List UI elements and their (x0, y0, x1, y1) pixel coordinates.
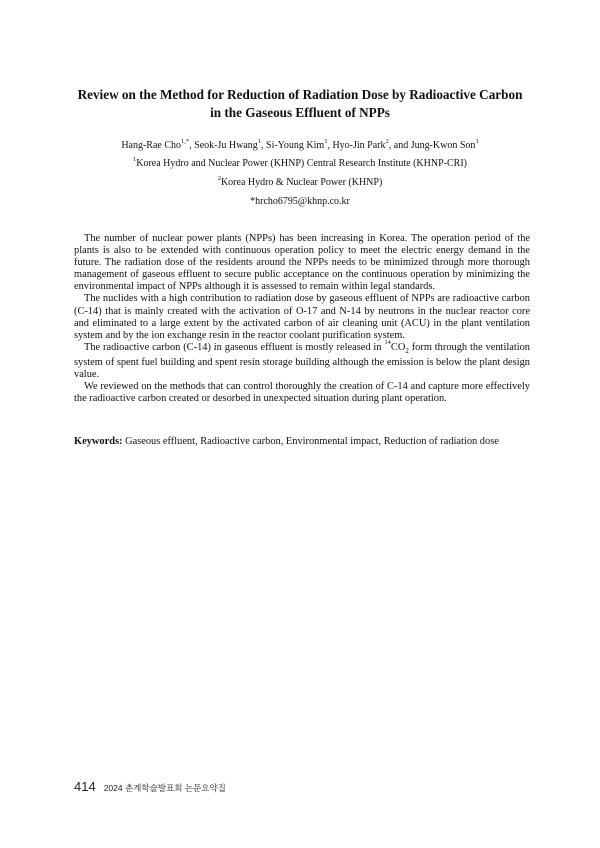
formula-subscript: 2 (405, 346, 409, 355)
page-number: 414 (74, 779, 96, 794)
affiliation-mark: 1 (133, 155, 137, 163)
paragraph-text: The radioactive carbon (C-14) in gaseous effluent is mostly released in (84, 341, 385, 353)
author-name: Jung-Kwon Son (410, 140, 476, 151)
paragraph-text: form through the ventilation system of spent fuel building and spent resin storage building although the emission is below the plant design value. (74, 341, 530, 381)
affiliation-text: Korea Hydro and Nuclear Power (KHNP) Central Research Institute (KHNP-CRI) (136, 158, 467, 169)
page-footer (74, 779, 226, 794)
abstract-paragraph-3 (74, 339, 530, 381)
author-affiliation-mark: 1,* (181, 137, 190, 145)
abstract (74, 233, 530, 405)
author-separator: , (327, 140, 333, 151)
author-name: Seok-Ju Hwang (194, 140, 258, 151)
author-separator: , (261, 140, 267, 151)
abstract-paragraph-2: The nuclides with a high contribution to radiation dose by gaseous effluent of NPPs are radioactive carbon (C-14) that is mainly created with the activation of O-17 and N-14 by neutrons in the nuclear reactor core and eliminated to a large extent by the activated carbon of air cleaning unit (ACU) in the plant ventilation system and by the ion exchange resin in the reactor coolant purification system. (74, 293, 530, 341)
affiliation-mark: 2 (217, 174, 221, 182)
title-line-1: Review on the Method for Reduction of Radiation Dose by Radioactive Carbon (77, 87, 523, 102)
author-separator: , (189, 140, 195, 151)
author-list (40, 139, 560, 152)
isotope-mass-number: 14 (384, 339, 391, 347)
proceedings-name: 2024 춘계학술발표회 논문요약집 (103, 783, 226, 793)
author-name: Si-Young Kim (266, 140, 325, 151)
corresponding-email: *hrcho6795@khnp.co.kr (250, 196, 350, 207)
author-affiliation-mark: 2 (385, 137, 389, 145)
author-affiliation-mark: 1 (475, 137, 479, 145)
chemical-formula: CO (390, 341, 406, 353)
title-line-2: in the Gaseous Effluent of NPPs (210, 105, 390, 120)
keywords-list: Gaseous effluent, Radioactive carbon, Environmental impact, Reduction of radiation dose (125, 436, 499, 447)
paper-title (60, 86, 540, 122)
author-name: Hang-Rae Cho (121, 140, 182, 151)
author-separator: , and (388, 140, 411, 151)
keywords-label: Keywords: (74, 436, 123, 447)
keywords-line (74, 435, 544, 448)
abstract-paragraph-1: The number of nuclear power plants (NPPs) has been increasing in Korea. The operation period of the plants is also to be extended with continuous operation policy to meet the electric energy demand in the future. The radiation dose of the residents around the NPPs needs to be minimized through more thorough management of gaseous effluent to secure public acceptance on the continuous operation by minimizing the environmental impact of NPPs although it is assessed to remain within legal standards. (74, 233, 530, 293)
affiliation-text: Korea Hydro & Nuclear Power (KHNP) (220, 177, 383, 188)
affiliation-2 (40, 176, 560, 189)
author-affiliation-mark: 1 (324, 137, 328, 145)
author-name: Hyo-Jin Park (332, 140, 386, 151)
author-affiliation-mark: 1 (257, 137, 262, 145)
affiliation-1 (40, 157, 560, 170)
abstract-paragraph-4: We reviewed on the methods that can control thoroughly the creation of C-14 and capture more effectively the radioactive carbon created or desorbed in unexpected situation during plant operation. (74, 381, 530, 405)
